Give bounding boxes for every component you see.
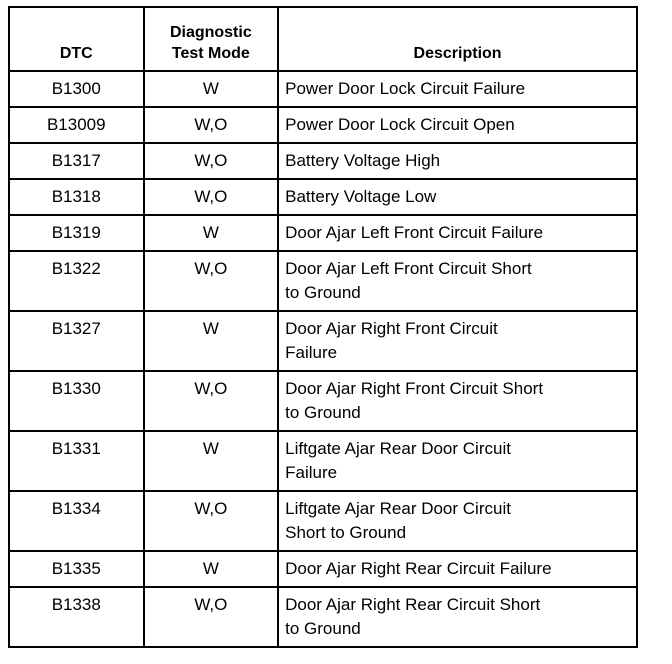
dtc-code: B1318 xyxy=(9,179,144,215)
dtc-code: B1338 xyxy=(9,587,144,647)
description xyxy=(278,311,637,371)
table-row xyxy=(9,491,637,551)
dtc-code: B1330 xyxy=(9,371,144,431)
description-line1: Liftgate Ajar Rear Door Circuit xyxy=(285,499,511,518)
header-row xyxy=(9,7,637,71)
header-test-mode-line1: Diagnostic xyxy=(169,24,252,41)
test-mode: W,O xyxy=(144,251,279,311)
description xyxy=(278,431,637,491)
description xyxy=(278,179,637,215)
test-mode: W xyxy=(144,551,279,587)
description-line1: Liftgate Ajar Rear Door Circuit xyxy=(285,439,511,458)
table-header xyxy=(9,7,637,71)
description-line1: Door Ajar Left Front Circuit Failure xyxy=(285,223,544,242)
dtc-code: B1334 xyxy=(9,491,144,551)
description-line1: Door Ajar Right Rear Circuit Failure xyxy=(285,559,552,578)
description xyxy=(278,587,637,647)
description xyxy=(278,551,637,587)
description-line2: to Ground xyxy=(285,403,361,422)
dtc-code: B13009 xyxy=(9,107,144,143)
table-row xyxy=(9,179,637,215)
test-mode: W xyxy=(144,311,279,371)
description-line2: Failure xyxy=(285,343,338,362)
test-mode: W xyxy=(144,431,279,491)
table-row xyxy=(9,71,637,107)
dtc-code: B1335 xyxy=(9,551,144,587)
description-line1: Power Door Lock Circuit Failure xyxy=(285,79,526,98)
table-row xyxy=(9,251,637,311)
header-dtc: DTC xyxy=(9,7,144,71)
table-row xyxy=(9,107,637,143)
description xyxy=(278,371,637,431)
test-mode: W,O xyxy=(144,587,279,647)
test-mode: W,O xyxy=(144,107,279,143)
description xyxy=(278,215,637,251)
table-body xyxy=(9,71,637,647)
description xyxy=(278,107,637,143)
test-mode: W,O xyxy=(144,179,279,215)
table-row xyxy=(9,371,637,431)
table-row xyxy=(9,143,637,179)
description-line2: to Ground xyxy=(285,619,361,638)
table-row xyxy=(9,215,637,251)
description xyxy=(278,251,637,311)
description-line1: Door Ajar Left Front Circuit Short xyxy=(285,259,532,278)
dtc-code: B1317 xyxy=(9,143,144,179)
table-row xyxy=(9,431,637,491)
test-mode: W xyxy=(144,215,279,251)
description-line1: Door Ajar Right Front Circuit Short xyxy=(285,379,544,398)
dtc-code: B1327 xyxy=(9,311,144,371)
description-line1: Battery Voltage High xyxy=(285,151,441,170)
description-line2: Failure xyxy=(285,463,338,482)
test-mode: W,O xyxy=(144,371,279,431)
dtc-code: B1319 xyxy=(9,215,144,251)
description-line1: Door Ajar Right Rear Circuit Short xyxy=(285,595,541,614)
table-row xyxy=(9,311,637,371)
description-line1: Battery Voltage Low xyxy=(285,187,437,206)
description xyxy=(278,71,637,107)
test-mode: W,O xyxy=(144,143,279,179)
description-line1: Door Ajar Right Front Circuit xyxy=(285,319,498,338)
table-row xyxy=(9,587,637,647)
dtc-code: B1300 xyxy=(9,71,144,107)
description xyxy=(278,491,637,551)
header-test-mode xyxy=(144,7,279,71)
header-description: Description xyxy=(278,7,637,71)
description-line1: Power Door Lock Circuit Open xyxy=(285,115,515,134)
dtc-table xyxy=(8,6,638,648)
dtc-code: B1322 xyxy=(9,251,144,311)
table-row xyxy=(9,551,637,587)
header-test-mode-line2: Test Mode xyxy=(171,45,250,62)
test-mode: W xyxy=(144,71,279,107)
test-mode: W,O xyxy=(144,491,279,551)
dtc-code: B1331 xyxy=(9,431,144,491)
description xyxy=(278,143,637,179)
description-line2: to Ground xyxy=(285,283,361,302)
description-line2: Short to Ground xyxy=(285,523,407,542)
